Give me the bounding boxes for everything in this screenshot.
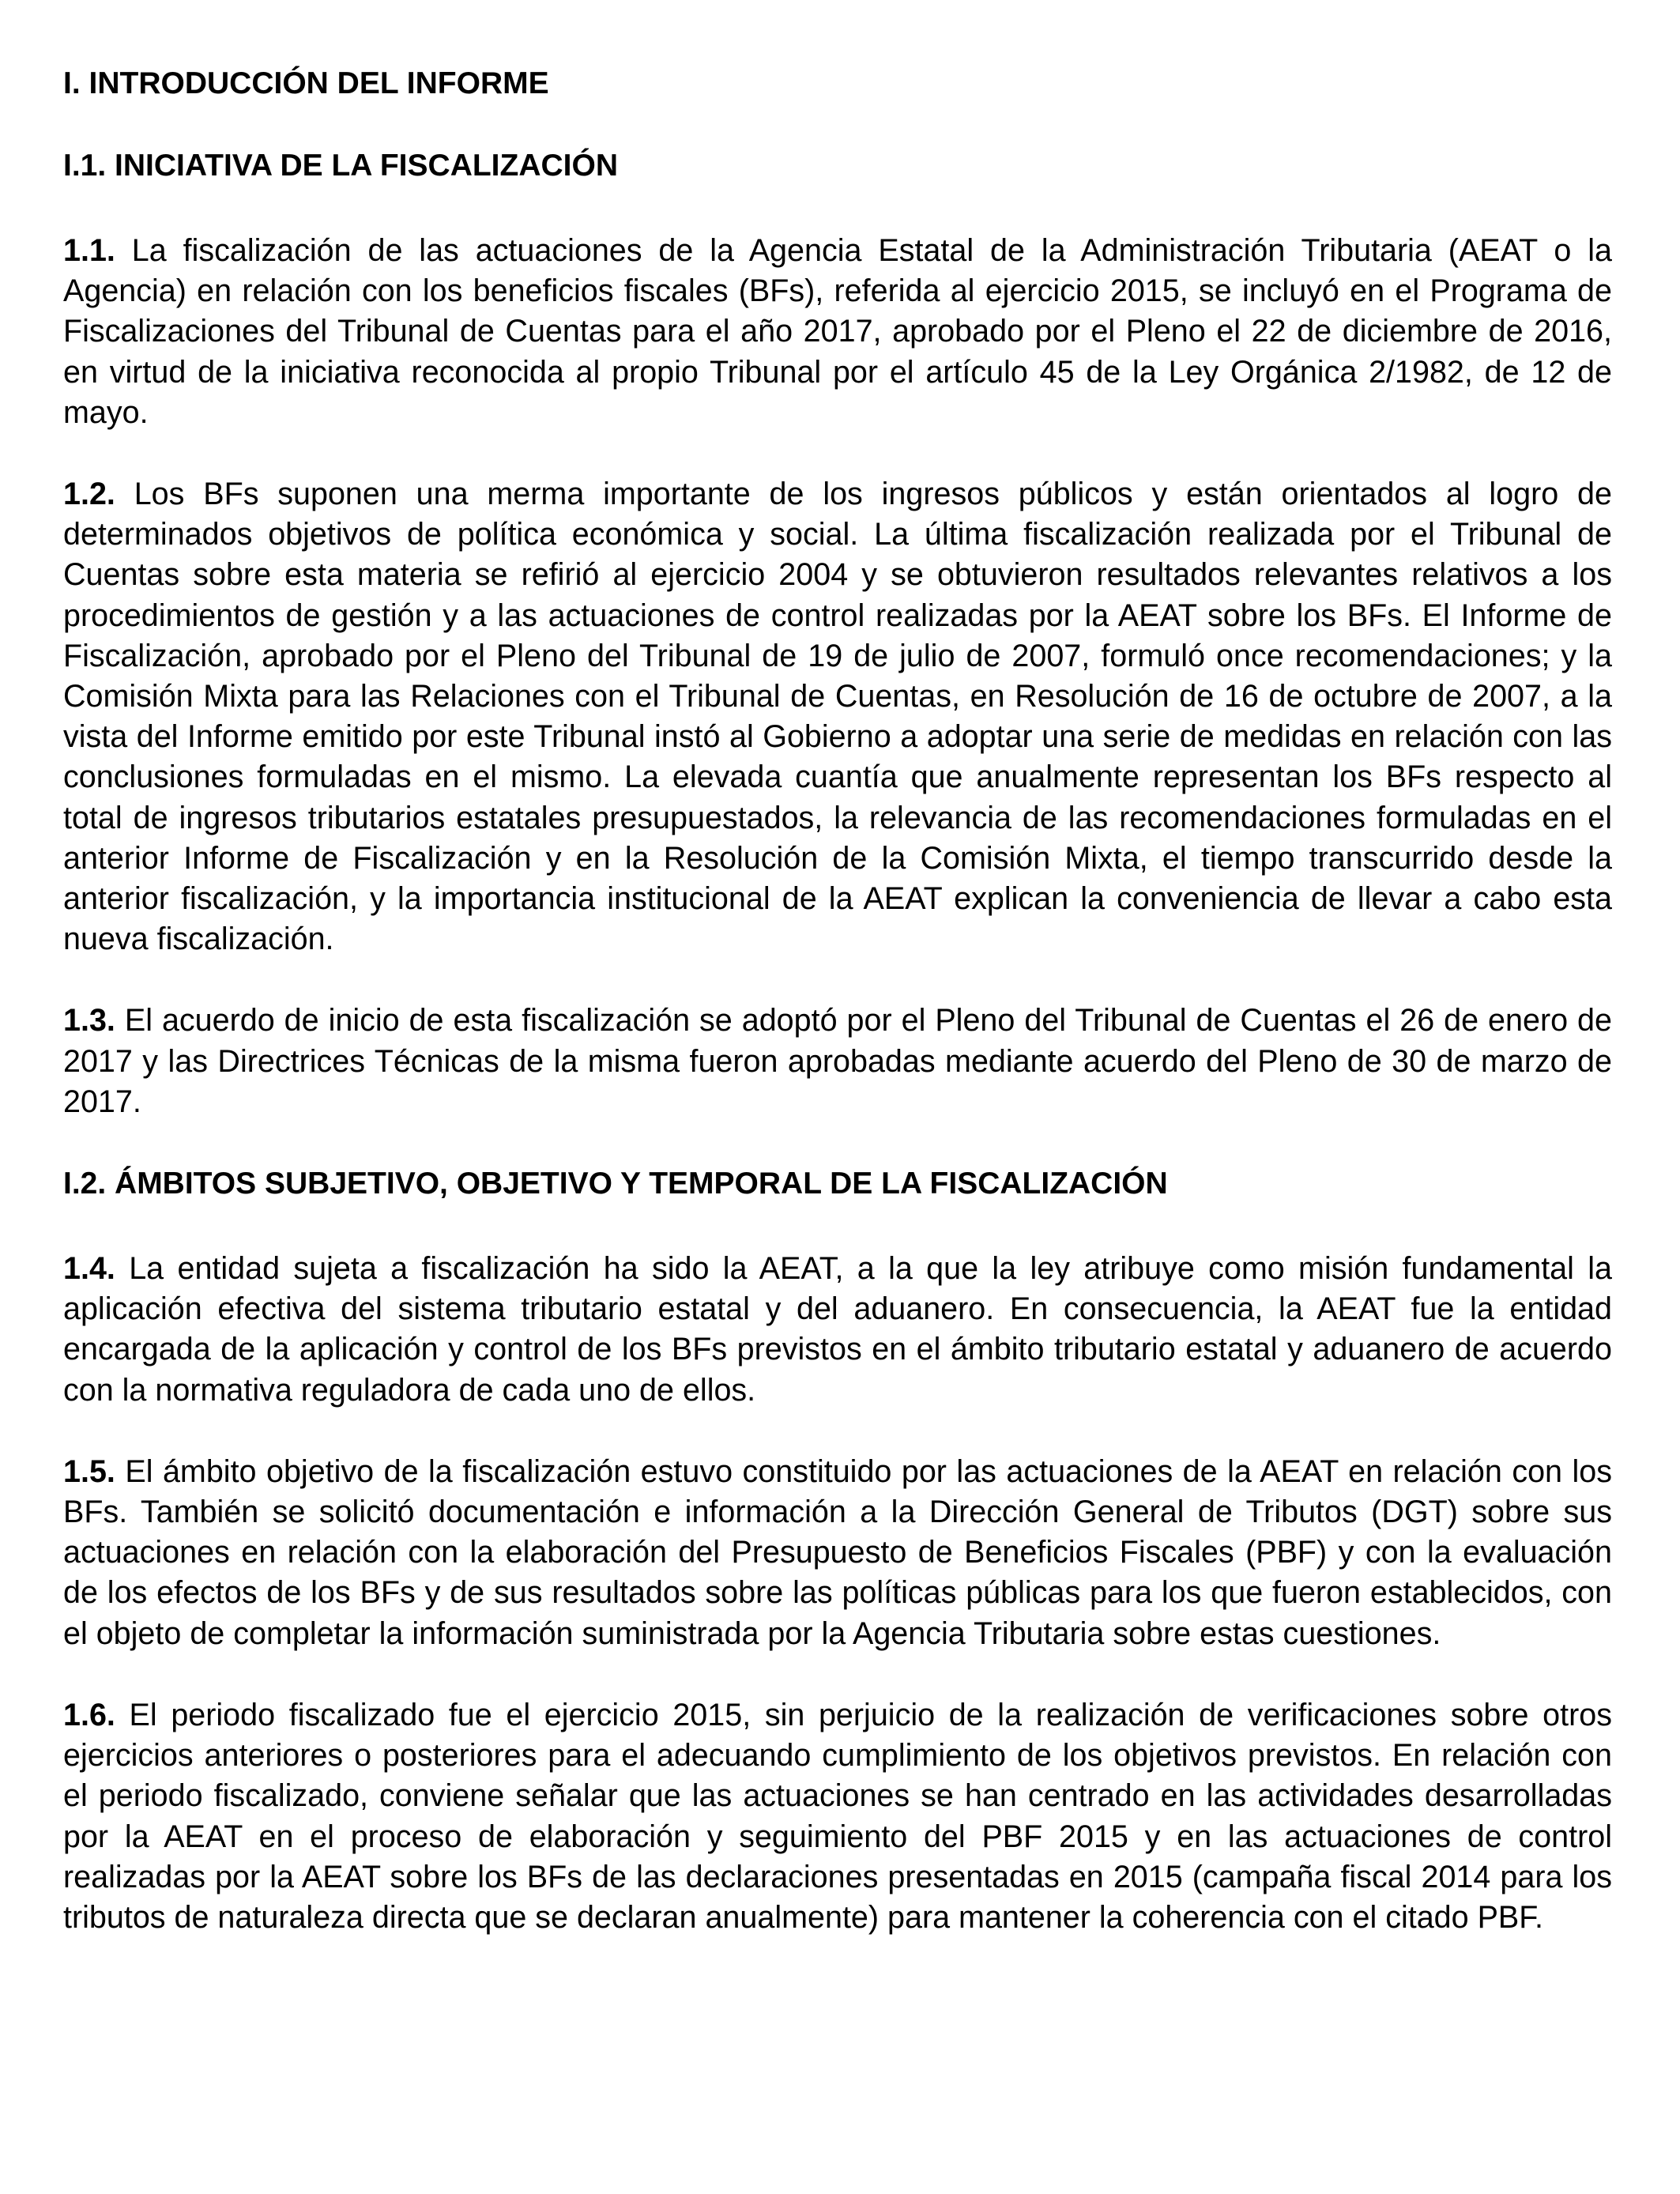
paragraph-text: La entidad sujeta a fiscalización ha sido la AEAT, a la que la ley atribuye como misión fundamental la aplicación efectiva del sistema tributario estatal y del aduanero. En consecuencia, la AEAT fue la entidad encargada de la aplicación y control de los BFs previstos en el ámbito tributario estatal y aduanero de acuerdo con la normativa reguladora de cada uno de ellos. [63, 1251, 1612, 1408]
paragraph-text: Los BFs suponen una merma importante de los ingresos públicos y están orientados al logro de determinados objetivos de política económica y social. La última fiscalización realizada por el Tribunal de Cuentas sobre esta materia se refirió al ejercicio 2004 y se obtuvieron resultados relevantes relativos a los procedimientos de gestión y a las actuaciones de control realizadas por la AEAT sobre los BFs. El Informe de Fiscalización, aprobado por el Pleno del Tribunal de 19 de julio de 2007, formuló once recomendaciones; y la Comisión Mixta para las Relaciones con el Tribunal de Cuentas, en Resolución de 16 de octubre de 2007, a la vista del Informe emitido por este Tribunal instó al Gobierno a adoptar una serie de medidas en relación con las conclusiones formuladas en el mismo. La elevada cuantía que anualmente representan los BFs respecto al total de ingresos tributarios estatales presupuestados, la relevancia de las recomendaciones formuladas en el anterior Informe de Fiscalización y en la Resolución de la Comisión Mixta, el tiempo transcurrido desde la anterior fiscalización, y la importancia institucional de la AEAT explican la conveniencia de llevar a cabo esta nueva fiscalización. [63, 477, 1612, 957]
paragraph-1-5 [63, 1452, 1612, 1654]
paragraph-number: 1.3. [63, 1003, 115, 1039]
paragraph-1-1 [63, 231, 1612, 433]
paragraph-1-3 [63, 1001, 1612, 1122]
paragraph-number: 1.2. [63, 477, 115, 512]
report-title: I. INTRODUCCIÓN DEL INFORME [63, 66, 549, 100]
paragraph-number: 1.4. [63, 1251, 115, 1287]
paragraph-1-4 [63, 1249, 1612, 1411]
section-heading-ambitos: I.2. ÁMBITOS SUBJETIVO, OBJETIVO Y TEMPORAL DE LA FISCALIZACIÓN [63, 1167, 1168, 1201]
paragraph-text: El ámbito objetivo de la fiscalización estuvo constituido por las actuaciones de la AEAT en relación con los BFs. También se solicitó documentación e información a la Dirección General de Tributos (DGT) sobre sus actuaciones en relación con la elaboración del Presupuesto de Beneficios Fiscales (PBF) y con la evaluación de los efectos de los BFs y de sus resultados sobre las políticas públicas para los que fueron establecidos, con el objeto de completar la información suministrada por la Agencia Tributaria sobre estas cuestiones. [63, 1453, 1612, 1651]
paragraph-text: El periodo fiscalizado fue el ejercicio 2015, sin perjuicio de la realización de verificaciones sobre otros ejercicios anteriores o posteriores para el adecuando cumplimiento de los objetivos previstos. En relación con el periodo fiscalizado, conviene señalar que las actuaciones se han centrado en las actividades desarrolladas por la AEAT en el proceso de elaboración y seguimiento del PBF 2015 y en las actuaciones de control realizadas por la AEAT sobre los BFs de las declaraciones presentadas en 2015 (campaña fiscal 2014 para los tributos de naturaleza directa que se declaran anualmente) para mantener la coherencia con el citado PBF. [63, 1697, 1612, 1935]
paragraph-1-6 [63, 1695, 1612, 1938]
section-heading-iniciativa: I.1. INICIATIVA DE LA FISCALIZACIÓN [63, 149, 618, 183]
document-page [63, 63, 1612, 1979]
paragraph-text: El acuerdo de inicio de esta fiscalización se adoptó por el Pleno del Tribunal de Cuentas el 26 de enero de 2017 y las Directrices Técnicas de la misma fueron aprobadas mediante acuerdo del Pleno de 30 de marzo de 2017. [63, 1003, 1612, 1119]
paragraph-text: La fiscalización de las actuaciones de la Agencia Estatal de la Administración Tributaria (AEAT o la Agencia) en relación con los beneficios fiscales (BFs), referida al ejercicio 2015, se incluyó en el Programa de Fiscalizaciones del Tribunal de Cuentas para el año 2017, aprobado por el Pleno el 22 de diciembre de 2016, en virtud de la iniciativa reconocida al propio Tribunal por el artículo 45 de la Ley Orgánica 2/1982, de 12 de mayo. [63, 233, 1612, 430]
paragraph-1-2 [63, 474, 1612, 959]
paragraph-number: 1.5. [63, 1453, 115, 1489]
paragraph-number: 1.6. [63, 1697, 115, 1732]
paragraph-number: 1.1. [63, 233, 115, 268]
